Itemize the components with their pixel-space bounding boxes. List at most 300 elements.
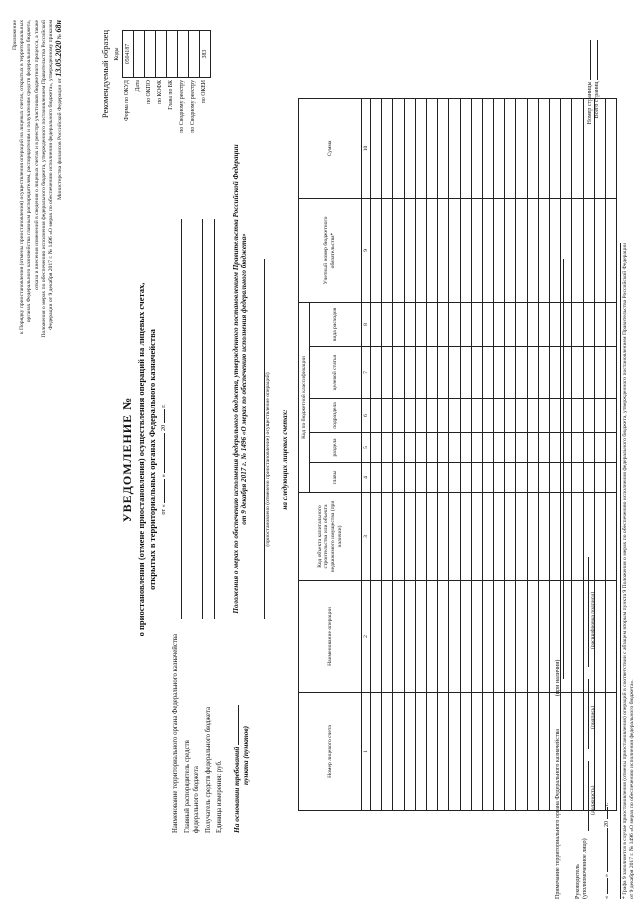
table-cell[interactable] <box>583 433 594 463</box>
table-cell[interactable] <box>404 199 415 303</box>
table-cell[interactable] <box>393 581 404 693</box>
table-cell[interactable] <box>527 693 538 811</box>
column-numbers-row <box>362 99 371 811</box>
table-cell[interactable] <box>505 493 516 581</box>
table-cell[interactable] <box>415 433 426 463</box>
table-cell[interactable] <box>505 463 516 493</box>
table-cell[interactable] <box>426 399 437 433</box>
table-cell[interactable] <box>482 493 493 581</box>
table-cell[interactable] <box>527 303 538 347</box>
table-cell[interactable] <box>572 581 583 693</box>
notice-title: УВЕДОМЛЕНИЕ № <box>120 396 134 523</box>
table-cell[interactable] <box>460 693 471 811</box>
table-cell[interactable] <box>605 493 616 581</box>
table-cell[interactable] <box>527 347 538 399</box>
footnote <box>620 243 636 899</box>
table-cell[interactable] <box>538 303 549 347</box>
table-cell[interactable] <box>426 463 437 493</box>
table-cell[interactable] <box>516 347 527 399</box>
basis-text <box>232 79 248 679</box>
table-cell[interactable] <box>382 303 393 347</box>
col-number: 4 <box>362 463 371 493</box>
table-cell[interactable] <box>550 199 561 303</box>
code-okpo <box>145 31 156 78</box>
order-number: 68н <box>54 20 64 33</box>
table-cell[interactable] <box>438 693 449 811</box>
table-cell[interactable] <box>572 347 583 399</box>
recommended-sample-label: Рекомендуемый образец <box>100 30 110 119</box>
table-cell[interactable] <box>460 303 471 347</box>
table-cell[interactable] <box>371 399 382 433</box>
table-cell[interactable] <box>471 199 482 303</box>
table-cell[interactable] <box>382 493 393 581</box>
table-cell[interactable] <box>605 347 616 399</box>
table-cell[interactable] <box>415 347 426 399</box>
table-cell[interactable] <box>482 99 493 199</box>
table-cell[interactable] <box>460 581 471 693</box>
table-cell[interactable] <box>527 99 538 199</box>
basis-note: (приостановлено (отменено приостановление) осуществление операций) <box>265 372 271 547</box>
table-row <box>471 99 482 811</box>
table-cell[interactable] <box>415 303 426 347</box>
table-cell[interactable] <box>550 399 561 433</box>
table-cell[interactable] <box>371 493 382 581</box>
table-cell[interactable] <box>471 433 482 463</box>
code-glava <box>167 31 178 78</box>
table-cell[interactable] <box>404 347 415 399</box>
table-cell[interactable] <box>438 99 449 199</box>
table-cell[interactable] <box>583 347 594 399</box>
table-cell[interactable] <box>482 433 493 463</box>
table-cell[interactable] <box>482 347 493 399</box>
col-number: 6 <box>362 399 371 433</box>
table-cell[interactable] <box>494 199 505 303</box>
basis-line-1: Положения о мерах по обеспечению исполнения федерального бюджета, утвержденного постановлением Правительства Российской Федерации <box>232 144 240 614</box>
table-cell[interactable] <box>404 493 415 581</box>
table-cell[interactable] <box>415 399 426 433</box>
table-cell[interactable] <box>449 303 460 347</box>
table-cell[interactable] <box>438 399 449 433</box>
table-cell[interactable] <box>538 347 549 399</box>
table-cell[interactable] <box>438 347 449 399</box>
codes-labels <box>122 80 210 133</box>
table-cell[interactable] <box>426 303 437 347</box>
head-signature-hint: (подпись) <box>590 705 596 729</box>
col-expense: вида расходов <box>310 303 362 347</box>
table-cell[interactable] <box>471 581 482 693</box>
field-recipient-line[interactable] <box>214 219 215 619</box>
table-cell[interactable] <box>527 493 538 581</box>
code-kofk <box>156 31 167 78</box>
table-cell[interactable] <box>594 199 605 303</box>
table-cell[interactable] <box>594 493 605 581</box>
table-cell[interactable] <box>471 399 482 433</box>
table-row <box>594 99 605 811</box>
field-grbs-label: Главный распорядитель средств <box>184 740 191 833</box>
table-cell[interactable] <box>550 303 561 347</box>
table-cell[interactable] <box>449 199 460 303</box>
table-row <box>404 99 415 811</box>
table-cell[interactable] <box>438 493 449 581</box>
annex-line: Положения о мерах по обеспечению исполнения федерального бюджета, утвержденного постановлением Правительства Российской <box>40 20 47 338</box>
table-row <box>382 99 393 811</box>
table-cell[interactable] <box>382 581 393 693</box>
table-cell[interactable] <box>527 199 538 303</box>
table-cell[interactable] <box>471 347 482 399</box>
table-cell[interactable] <box>438 463 449 493</box>
table-cell[interactable] <box>583 463 594 493</box>
footer-date-year: 20 <box>604 821 610 827</box>
table-cell[interactable] <box>538 99 549 199</box>
table-cell[interactable] <box>516 99 527 199</box>
table-cell[interactable] <box>527 433 538 463</box>
table-cell[interactable] <box>460 199 471 303</box>
tofk-note-hint: (при наличии) <box>555 659 561 697</box>
table-cell[interactable] <box>426 493 437 581</box>
table-cell[interactable] <box>393 347 404 399</box>
table-cell[interactable] <box>594 433 605 463</box>
table-row <box>482 99 493 811</box>
table-cell[interactable] <box>449 399 460 433</box>
field-tofk-label: Наименование территориального органа Федерального казначейства <box>172 633 179 833</box>
table-cell[interactable] <box>471 463 482 493</box>
table-cell[interactable] <box>471 493 482 581</box>
table-row <box>371 99 382 811</box>
table-cell[interactable] <box>415 693 426 811</box>
table-cell[interactable] <box>550 463 561 493</box>
table-cell[interactable] <box>460 399 471 433</box>
annex-line: к Порядку приостановления (отмены приостановления) осуществления операций на лицевых счетах, открытых в территориальных <box>19 20 26 335</box>
table-cell[interactable] <box>482 303 493 347</box>
table-row <box>438 99 449 811</box>
col-bk-group: Код по бюджетной классификации <box>299 303 310 493</box>
annex-label: Приложение <box>12 20 18 51</box>
table-cell[interactable] <box>527 581 538 693</box>
table-cell[interactable] <box>516 693 527 811</box>
table-cell[interactable] <box>382 399 393 433</box>
table-cell[interactable] <box>516 303 527 347</box>
table-cell[interactable] <box>449 347 460 399</box>
table-cell[interactable] <box>371 199 382 303</box>
table-cell[interactable] <box>404 463 415 493</box>
notice-subtitle-1: о приостановлении (отмене приостановления) осуществления операций на лицевых счетах, <box>136 282 146 637</box>
table-cell[interactable] <box>393 99 404 199</box>
table-cell[interactable] <box>572 303 583 347</box>
table-cell[interactable] <box>538 693 549 811</box>
table-cell[interactable] <box>516 581 527 693</box>
table-cell[interactable] <box>393 303 404 347</box>
table-cell[interactable] <box>438 581 449 693</box>
code-label: по КОФК <box>157 80 163 104</box>
table-cell[interactable] <box>382 433 393 463</box>
field-grbs-label-2: федерального бюджета <box>193 766 200 833</box>
table-cell[interactable] <box>494 347 505 399</box>
table-cell[interactable] <box>426 347 437 399</box>
table-row <box>527 99 538 811</box>
head-position-hint: (должность) <box>590 785 596 815</box>
code-date <box>134 31 145 78</box>
notice-date-line <box>160 0 167 919</box>
table-cell[interactable] <box>404 99 415 199</box>
table-cell[interactable] <box>460 99 471 199</box>
table-cell[interactable] <box>605 693 616 811</box>
table-cell[interactable] <box>404 399 415 433</box>
table-cell[interactable] <box>516 463 527 493</box>
table-cell[interactable] <box>527 399 538 433</box>
table-cell[interactable] <box>538 581 549 693</box>
table-cell[interactable] <box>494 493 505 581</box>
table-cell[interactable] <box>471 99 482 199</box>
code-label: Форма по ОКУД <box>124 80 130 121</box>
annex-line: органах Федерального казначейства главным распорядителям, распорядителям и получателям средств федерального бюджета, <box>26 20 33 323</box>
table-cell[interactable] <box>382 693 393 811</box>
table-cell[interactable] <box>572 199 583 303</box>
table-cell[interactable] <box>505 303 516 347</box>
table-cell[interactable] <box>460 347 471 399</box>
tofk-note <box>555 660 562 899</box>
table-cell[interactable] <box>550 347 561 399</box>
table-cell[interactable] <box>572 99 583 199</box>
table-cell[interactable] <box>605 581 616 693</box>
table-cell[interactable] <box>505 693 516 811</box>
head-decode-hint: (расшифровка подписи) <box>590 591 596 649</box>
table-cell[interactable] <box>605 463 616 493</box>
col-section: раздела <box>310 433 362 463</box>
page-number-block <box>587 40 601 124</box>
table-row <box>572 99 583 811</box>
field-recipient-label: Получатель средств федерального бюджета <box>205 706 212 833</box>
col-sum: Сумма <box>299 99 362 199</box>
table-cell[interactable] <box>460 463 471 493</box>
tofk-note-label: Примечание территориального органа Федерального казначейства <box>555 729 561 899</box>
table-cell[interactable] <box>505 199 516 303</box>
table-cell[interactable] <box>561 693 572 811</box>
table-cell[interactable] <box>505 399 516 433</box>
table-cell[interactable] <box>572 463 583 493</box>
table-cell[interactable] <box>572 693 583 811</box>
table-cell[interactable] <box>572 493 583 581</box>
table-row <box>460 99 471 811</box>
code-label: Глава по БК <box>168 80 174 110</box>
table-row <box>415 99 426 811</box>
table-cell[interactable] <box>426 199 437 303</box>
table-cell[interactable] <box>594 463 605 493</box>
table-cell[interactable] <box>482 693 493 811</box>
head-label-2: (уполномоченное лицо) <box>582 838 588 899</box>
table-cell[interactable] <box>594 347 605 399</box>
field-unit-label: Единица измерения: руб. <box>216 760 223 833</box>
table-cell[interactable] <box>471 303 482 347</box>
table-cell[interactable] <box>505 433 516 463</box>
table-cell[interactable] <box>393 199 404 303</box>
table-cell[interactable] <box>605 399 616 433</box>
table-cell[interactable] <box>371 303 382 347</box>
table-cell[interactable] <box>572 433 583 463</box>
col-number: 7 <box>362 347 371 399</box>
table-cell[interactable] <box>594 303 605 347</box>
codes-table <box>112 30 211 78</box>
table-cell[interactable] <box>482 399 493 433</box>
table-cell[interactable] <box>572 399 583 433</box>
col-account: Номер лицевого счета <box>299 693 362 811</box>
footer-date-open: « <box>604 896 610 899</box>
table-cell[interactable] <box>415 493 426 581</box>
tofk-note-line[interactable] <box>563 259 564 679</box>
basis-line-2: от 9 декабря 2017 г. № 1496 «О мерах по обеспечению исполнения федерального бюджета» <box>240 233 248 525</box>
head-label: Руководитель <box>575 864 581 899</box>
table-cell[interactable] <box>516 493 527 581</box>
table-cell[interactable] <box>404 433 415 463</box>
table-cell[interactable] <box>371 463 382 493</box>
col-subsection: подраздела <box>310 399 362 433</box>
footer-date-close: » <box>604 874 610 877</box>
table-cell[interactable] <box>505 99 516 199</box>
table-cell[interactable] <box>426 99 437 199</box>
col-object-code: Код объекта капитального строительства или объекта недвижимого имущества (при наличии) <box>299 493 362 581</box>
table-cell[interactable] <box>494 433 505 463</box>
table-cell[interactable] <box>538 463 549 493</box>
table-cell[interactable] <box>382 99 393 199</box>
table-cell[interactable] <box>538 433 549 463</box>
table-cell[interactable] <box>404 581 415 693</box>
table-cell[interactable] <box>449 493 460 581</box>
table-cell[interactable] <box>393 493 404 581</box>
table-cell[interactable] <box>516 433 527 463</box>
table-cell[interactable] <box>505 581 516 693</box>
table-cell[interactable] <box>494 693 505 811</box>
footer-date <box>604 803 611 899</box>
table-cell[interactable] <box>583 303 594 347</box>
table-cell[interactable] <box>494 399 505 433</box>
table-cell[interactable] <box>460 433 471 463</box>
table-cell[interactable] <box>516 199 527 303</box>
annex-line: отказа и внесения изменений в сведения о лицевых счетах и в реестре участников бюджетного процесса, а также <box>33 20 40 290</box>
table-cell[interactable] <box>449 463 460 493</box>
code-label: Дата <box>135 80 141 92</box>
table-body <box>371 99 617 811</box>
table-cell[interactable] <box>460 493 471 581</box>
table-cell[interactable] <box>494 463 505 493</box>
table-cell[interactable] <box>415 99 426 199</box>
head-signature-line[interactable] <box>588 679 589 749</box>
table-cell[interactable] <box>449 433 460 463</box>
table-cell[interactable] <box>482 581 493 693</box>
table-cell[interactable] <box>494 581 505 693</box>
order-no-label: № <box>57 33 64 40</box>
head-decode-line[interactable] <box>588 557 589 667</box>
table-cell[interactable] <box>404 303 415 347</box>
date-from: от « <box>160 504 167 515</box>
table-cell[interactable] <box>404 693 415 811</box>
table-cell[interactable] <box>527 463 538 493</box>
table-cell[interactable] <box>449 99 460 199</box>
table-cell[interactable] <box>550 99 561 199</box>
table-cell[interactable] <box>449 693 460 811</box>
annex-line: Федерации от 9 декабря 2017 г. № 1496 «О мерах по обеспечению исполнения федерального бюджета», утвержденному приказом <box>48 20 55 330</box>
field-tofk-line[interactable] <box>181 219 182 619</box>
table-row <box>449 99 460 811</box>
table-cell[interactable] <box>415 581 426 693</box>
table-cell[interactable] <box>393 399 404 433</box>
table-cell[interactable] <box>538 399 549 433</box>
table-cell[interactable] <box>415 199 426 303</box>
order-date: 13.05.2020 <box>54 40 64 77</box>
table-cell[interactable] <box>516 399 527 433</box>
table-cell[interactable] <box>382 199 393 303</box>
table-cell[interactable] <box>505 347 516 399</box>
table-cell[interactable] <box>605 99 616 199</box>
table-row <box>494 99 505 811</box>
page-number-label: Номер страницы <box>587 81 593 125</box>
table-cell[interactable] <box>449 581 460 693</box>
table-cell[interactable] <box>538 199 549 303</box>
operations-table <box>298 98 617 811</box>
basis-point: пункта (пунктов) <box>241 725 250 785</box>
table-cell[interactable] <box>594 399 605 433</box>
table-cell[interactable] <box>438 433 449 463</box>
table-cell[interactable] <box>482 463 493 493</box>
table-cell[interactable] <box>605 433 616 463</box>
table-cell[interactable] <box>426 433 437 463</box>
annex-order-line <box>55 20 64 338</box>
col-operation: Наименование операции <box>299 581 362 693</box>
col-number: 1 <box>362 693 371 811</box>
code-reestr-2 <box>189 31 200 78</box>
table-cell[interactable] <box>471 693 482 811</box>
table-cell[interactable] <box>371 693 382 811</box>
table-cell[interactable] <box>371 99 382 199</box>
table-cell[interactable] <box>583 399 594 433</box>
code-label: по Сводному реестру <box>179 80 185 133</box>
field-grbs-line[interactable] <box>202 219 203 619</box>
table-cell[interactable] <box>583 199 594 303</box>
table-cell[interactable] <box>371 347 382 399</box>
basis-prefix-text: На основании требований <box>232 746 241 833</box>
table-cell[interactable] <box>561 99 572 199</box>
table-cell[interactable] <box>426 693 437 811</box>
table-cell[interactable] <box>482 199 493 303</box>
table-cell[interactable] <box>605 303 616 347</box>
table-cell[interactable] <box>393 693 404 811</box>
table-cell[interactable] <box>371 581 382 693</box>
table-cell[interactable] <box>371 433 382 463</box>
table-cell[interactable] <box>438 199 449 303</box>
basis-prefix <box>232 705 250 833</box>
table-cell[interactable] <box>393 433 404 463</box>
table-cell[interactable] <box>538 493 549 581</box>
table-cell[interactable] <box>382 347 393 399</box>
table-cell[interactable] <box>426 581 437 693</box>
table-cell[interactable] <box>438 303 449 347</box>
footnote-line-1: * Графа 9 заполняется в случае приостановления (отмены приостановления) операций в соответствии с абзацем вторым пункта 9 Положения о мерах по обеспечению исполнения федерального бюджета, утвержденного постановлением Правительства Российской Федерации <box>622 243 628 899</box>
table-cell[interactable] <box>494 303 505 347</box>
table-cell[interactable] <box>382 463 393 493</box>
table-row <box>538 99 549 811</box>
table-cell[interactable] <box>605 199 616 303</box>
code-label: по ОКПО <box>146 80 152 104</box>
notice-subtitle-2: открытых в территориальных органах Федерального казначейства <box>147 329 157 590</box>
accounts-caption: на следующих лицевых счетах: <box>281 409 289 510</box>
table-cell[interactable] <box>494 99 505 199</box>
table-cell[interactable] <box>550 493 561 581</box>
annex-block <box>12 20 64 338</box>
code-label: по ОКЕИ <box>201 80 207 104</box>
head-position-line[interactable] <box>588 761 589 831</box>
table-cell[interactable] <box>415 463 426 493</box>
table-cell[interactable] <box>393 463 404 493</box>
code-okud: 0504187 <box>123 31 134 78</box>
table-cell[interactable] <box>550 433 561 463</box>
